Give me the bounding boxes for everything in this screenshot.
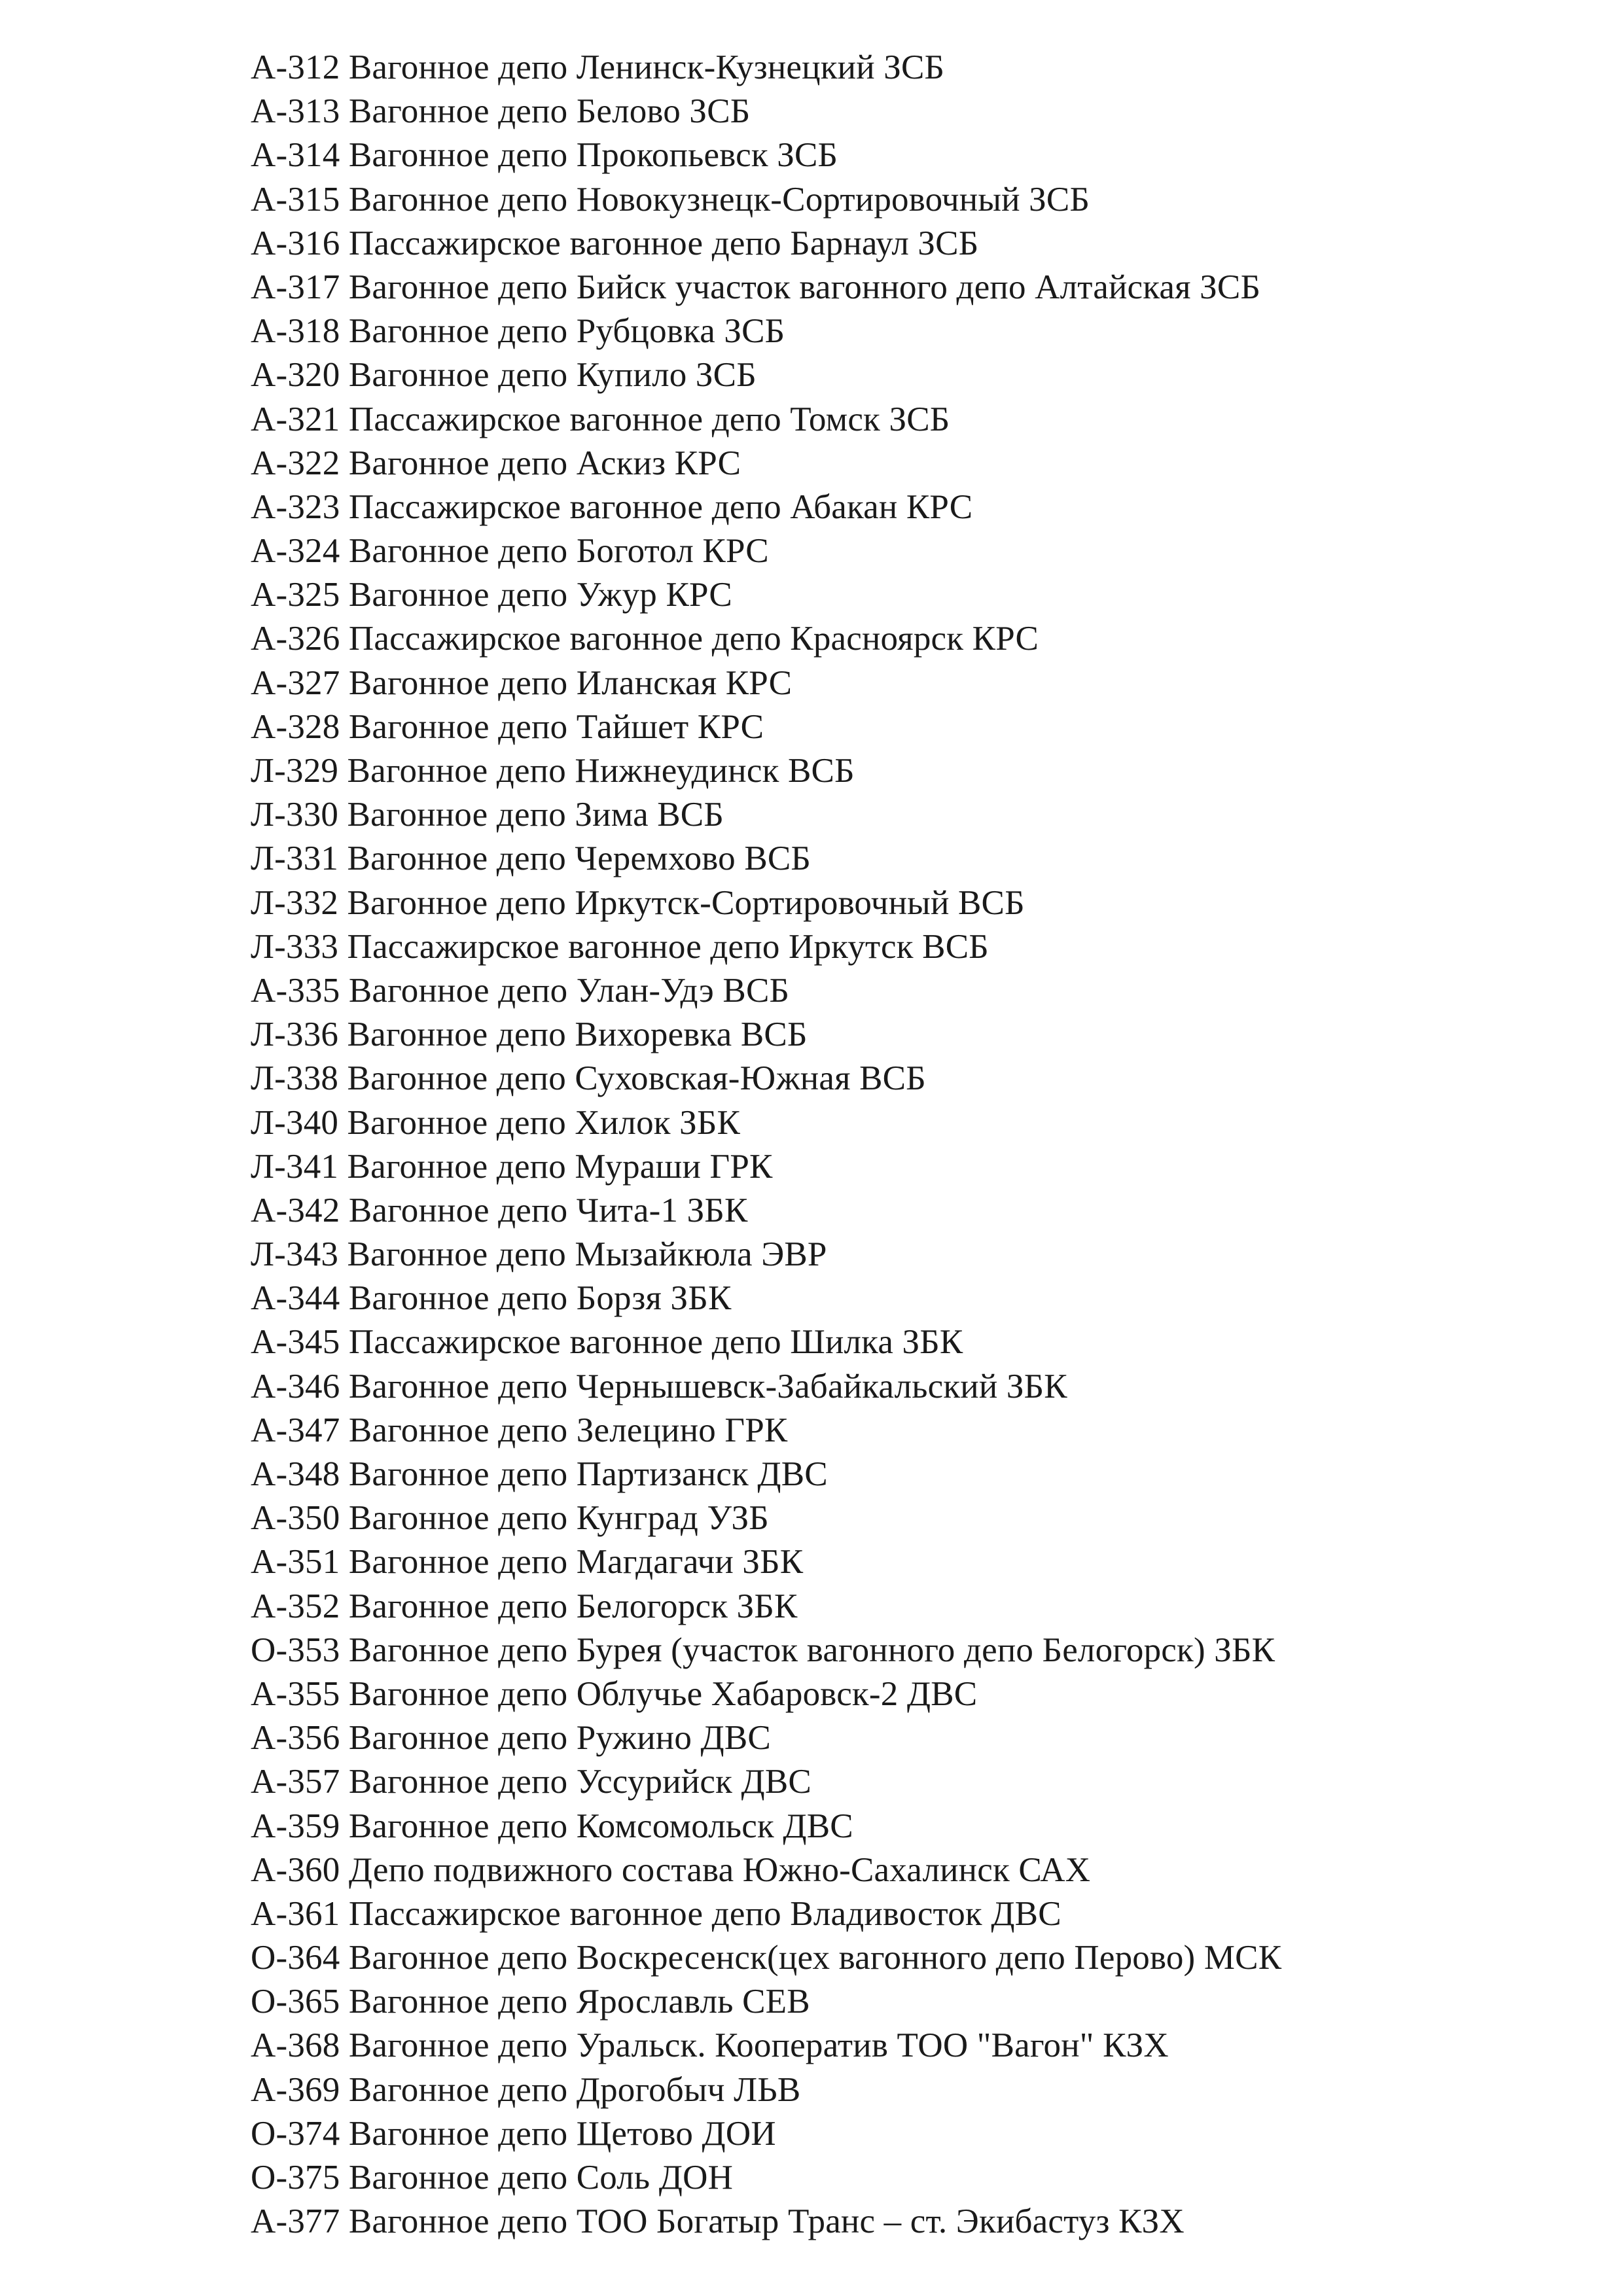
list-item: О-365 Вагонное депо Ярославль СЕВ bbox=[251, 1983, 810, 2021]
list-item: А-317 Вагонное депо Бийск участок вагонного депо Алтайская ЗСБ bbox=[251, 268, 1261, 306]
list-item: А-351 Вагонное депо Магдагачи ЗБК bbox=[251, 1543, 804, 1581]
list-item: А-344 Вагонное депо Борзя ЗБК bbox=[251, 1279, 732, 1318]
list-item: А-312 Вагонное депо Ленинск-Кузнецкий ЗСБ bbox=[251, 48, 945, 86]
list-item: А-321 Пассажирское вагонное депо Томск ЗСБ bbox=[251, 400, 950, 438]
list-item: А-355 Вагонное депо Облучье Хабаровск-2 ДВС bbox=[251, 1674, 978, 1713]
list-item: А-360 Депо подвижного состава Южно-Сахалинск САХ bbox=[251, 1850, 1091, 1889]
list-item: А-326 Пассажирское вагонное депо Красноярск КРС bbox=[251, 620, 1039, 658]
list-item: А-356 Вагонное депо Ружино ДВС bbox=[251, 1719, 771, 1757]
list-item: А-323 Пассажирское вагонное депо Абакан КРС bbox=[251, 487, 973, 526]
list-item: А-350 Вагонное депо Кунград УЗБ bbox=[251, 1499, 769, 1538]
list-item: Л-343 Вагонное депо Мызайкюла ЭВР bbox=[251, 1235, 827, 1274]
list-item: О-364 Вагонное депо Воскресенск(цех вагонного депо Перово) МСК bbox=[251, 1939, 1282, 1977]
list-item: Л-331 Вагонное депо Черемхово ВСБ bbox=[251, 839, 812, 878]
list-item: Л-329 Вагонное депо Нижнеудинск ВСБ bbox=[251, 752, 855, 790]
list-item: А-335 Вагонное депо Улан-Удэ ВСБ bbox=[251, 971, 790, 1010]
list-item: А-318 Вагонное депо Рубцовка ЗСБ bbox=[251, 312, 785, 351]
list-item: Л-340 Вагонное депо Хилок ЗБК bbox=[251, 1103, 741, 1142]
list-item: Л-341 Вагонное депо Мураши ГРК bbox=[251, 1147, 773, 1186]
list-item: А-368 Вагонное депо Уральск. Кооператив ТОО "Вагон" КЗХ bbox=[251, 2026, 1169, 2065]
list-item: А-347 Вагонное депо Зелецино ГРК bbox=[251, 1411, 788, 1449]
list-item: А-313 Вагонное депо Белово ЗСБ bbox=[251, 92, 751, 131]
list-item: А-314 Вагонное депо Прокопьевск ЗСБ bbox=[251, 136, 838, 175]
depot-list bbox=[251, 46, 1560, 2244]
list-item: А-369 Вагонное депо Дрогобыч ЛЬВ bbox=[251, 2070, 801, 2109]
list-item: А-377 Вагонное депо ТОО Богатыр Транс – ст. Экибастуз КЗХ bbox=[251, 2202, 1185, 2241]
list-item: Л-336 Вагонное депо Вихоревка ВСБ bbox=[251, 1016, 808, 1054]
list-item: О-353 Вагонное депо Бурея (участок вагонного депо Белогорск) ЗБК bbox=[251, 1631, 1275, 1669]
list-item: А-320 Вагонное депо Купило ЗСБ bbox=[251, 356, 757, 395]
list-item: А-325 Вагонное депо Ужур КРС bbox=[251, 576, 732, 614]
list-item: А-324 Вагонное депо Боготол КРС bbox=[251, 532, 769, 571]
list-item: А-352 Вагонное депо Белогорск ЗБК bbox=[251, 1587, 798, 1625]
list-item: А-315 Вагонное депо Новокузнецк-Сортировочный ЗСБ bbox=[251, 180, 1090, 219]
list-item: О-375 Вагонное депо Соль ДОН bbox=[251, 2159, 734, 2197]
list-item: А-322 Вагонное депо Аскиз КРС bbox=[251, 444, 741, 482]
list-item: А-316 Пассажирское вагонное депо Барнаул ЗСБ bbox=[251, 224, 979, 262]
list-item: А-359 Вагонное депо Комсомольск ДВС bbox=[251, 1807, 853, 1845]
list-item: Л-333 Пассажирское вагонное депо Иркутск ВСБ bbox=[251, 927, 989, 966]
list-item: А-327 Вагонное депо Иланская КРС bbox=[251, 663, 793, 702]
list-item: А-361 Пассажирское вагонное депо Владивосток ДВС bbox=[251, 1894, 1061, 1933]
list-item: А-342 Вагонное депо Чита-1 ЗБК bbox=[251, 1191, 748, 1229]
list-item: Л-338 Вагонное депо Суховская-Южная ВСБ bbox=[251, 1059, 926, 1098]
list-item: А-357 Вагонное депо Уссурийск ДВС bbox=[251, 1763, 812, 1801]
list-item: А-346 Вагонное депо Чернышевск-Забайкальский ЗБК bbox=[251, 1367, 1067, 1405]
list-item: Л-330 Вагонное депо Зима ВСБ bbox=[251, 796, 724, 834]
list-item: Л-332 Вагонное депо Иркутск-Сортировочный ВСБ bbox=[251, 883, 1025, 922]
list-item: О-374 Вагонное депо Щетово ДОИ bbox=[251, 2114, 776, 2153]
list-item: А-348 Вагонное депо Партизанск ДВС bbox=[251, 1455, 828, 1493]
list-item: А-328 Вагонное депо Тайшет КРС bbox=[251, 707, 764, 746]
list-item: А-345 Пассажирское вагонное депо Шилка ЗБК bbox=[251, 1323, 963, 1362]
